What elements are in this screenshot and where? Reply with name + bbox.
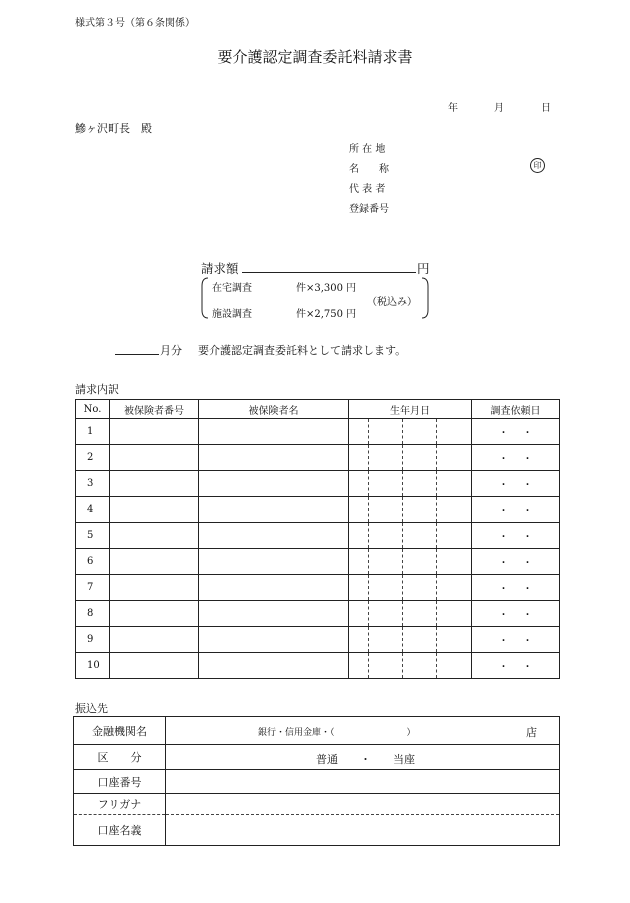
addressee: 鰺ヶ沢町長 殿	[75, 122, 152, 135]
birth-month-cell[interactable]	[403, 471, 437, 497]
request-date-cell[interactable]: ・・	[472, 471, 560, 497]
insured-name-cell[interactable]	[199, 627, 349, 653]
request-date-cell[interactable]: ・・	[472, 575, 560, 601]
row-number: 6	[76, 549, 110, 575]
insured-number-cell[interactable]	[110, 523, 199, 549]
request-date-cell[interactable]: ・・	[472, 601, 560, 627]
account-type-field[interactable]	[166, 745, 560, 770]
birth-year-cell[interactable]	[369, 419, 403, 445]
insured-number-cell[interactable]	[110, 627, 199, 653]
bill-table	[75, 399, 560, 679]
birth-day-cell[interactable]	[437, 653, 472, 679]
table-row	[76, 601, 560, 627]
birth-year-cell[interactable]	[369, 497, 403, 523]
applicant-address-label: 所 在 地	[349, 144, 386, 155]
applicant-representative-label: 代 表 者	[349, 184, 386, 195]
account-holder-label: 口座名義	[74, 815, 166, 846]
bank-label: 金融機関名	[74, 717, 166, 745]
applicant-name-label: 名 称	[349, 164, 389, 175]
table-row	[76, 445, 560, 471]
insured-number-cell[interactable]	[110, 575, 199, 601]
request-date-cell[interactable]: ・・	[472, 549, 560, 575]
seal-mark: 印	[530, 158, 545, 173]
birth-year-cell[interactable]	[369, 549, 403, 575]
birth-day-cell[interactable]	[437, 549, 472, 575]
birth-era-cell[interactable]	[349, 601, 369, 627]
insured-name-cell[interactable]	[199, 445, 349, 471]
statement-text: 要介護認定調査委託料として請求します。	[198, 344, 407, 357]
branch-label: 店	[526, 726, 537, 739]
request-date-cell[interactable]: ・・	[472, 419, 560, 445]
birth-year-cell[interactable]	[369, 445, 403, 471]
account-type-value: 普通 ・ 当座	[316, 753, 415, 766]
birth-era-cell[interactable]	[349, 445, 369, 471]
row-number: 4	[76, 497, 110, 523]
account-number-field[interactable]	[166, 770, 560, 794]
claim-amount-unit: 円	[417, 261, 430, 276]
birth-year-cell[interactable]	[369, 653, 403, 679]
birth-month-cell[interactable]	[403, 419, 437, 445]
date-day: 日	[541, 103, 551, 114]
request-date-cell[interactable]: ・・	[472, 445, 560, 471]
row-number: 1	[76, 419, 110, 445]
birth-era-cell[interactable]	[349, 653, 369, 679]
insured-name-cell[interactable]	[199, 497, 349, 523]
header-insured-number: 被保険者番号	[110, 400, 199, 419]
table-row	[76, 627, 560, 653]
birth-day-cell[interactable]	[437, 575, 472, 601]
birth-month-cell[interactable]	[403, 523, 437, 549]
insured-name-cell[interactable]	[199, 549, 349, 575]
insured-name-cell[interactable]	[199, 419, 349, 445]
transfer-table	[73, 716, 560, 846]
table-row	[76, 497, 560, 523]
request-date-cell[interactable]: ・・	[472, 497, 560, 523]
claim-amount-field[interactable]	[242, 258, 416, 273]
row-number: 9	[76, 627, 110, 653]
form-number: 様式第３号（第６条関係）	[75, 18, 195, 29]
request-date-cell[interactable]: ・・	[472, 627, 560, 653]
header-insured-name: 被保険者名	[199, 400, 349, 419]
bank-field[interactable]	[166, 717, 560, 745]
birth-era-cell[interactable]	[349, 471, 369, 497]
birth-year-cell[interactable]	[369, 601, 403, 627]
birth-month-cell[interactable]	[403, 549, 437, 575]
header-no: No.	[76, 400, 110, 419]
header-birthdate: 生年月日	[349, 400, 472, 419]
birth-era-cell[interactable]	[349, 523, 369, 549]
birth-era-cell[interactable]	[349, 549, 369, 575]
transfer-section-title: 振込先	[75, 702, 108, 715]
birth-year-cell[interactable]	[369, 627, 403, 653]
insured-name-cell[interactable]	[199, 575, 349, 601]
facility-survey-label: 施設調査	[212, 309, 252, 320]
row-number: 7	[76, 575, 110, 601]
birth-month-cell[interactable]	[403, 653, 437, 679]
table-row	[76, 419, 560, 445]
birth-day-cell[interactable]	[437, 523, 472, 549]
facility-survey-rate: 件×2,750 円	[296, 309, 357, 320]
insured-name-cell[interactable]	[199, 471, 349, 497]
applicant-registration-label: 登録番号	[349, 204, 389, 215]
birth-era-cell[interactable]	[349, 497, 369, 523]
table-row	[76, 575, 560, 601]
row-number: 3	[76, 471, 110, 497]
page-title: 要介護認定調査委託料請求書	[217, 48, 413, 66]
birth-day-cell[interactable]	[437, 627, 472, 653]
table-row	[76, 523, 560, 549]
insured-name-cell[interactable]	[199, 523, 349, 549]
date-month: 月	[494, 103, 504, 114]
bank-value: 銀行・信用金庫・（ ）	[258, 728, 416, 738]
row-number: 2	[76, 445, 110, 471]
bill-section-title: 請求内訳	[75, 383, 119, 396]
birth-year-cell[interactable]	[369, 471, 403, 497]
table-row	[76, 549, 560, 575]
row-number: 8	[76, 601, 110, 627]
birth-year-cell[interactable]	[369, 575, 403, 601]
insured-number-cell[interactable]	[110, 549, 199, 575]
request-date-cell[interactable]: ・・	[472, 523, 560, 549]
tax-included: （税込み）	[367, 297, 417, 308]
furigana-label: フリガナ	[74, 794, 166, 815]
account-type-label: 区 分	[74, 745, 166, 770]
insured-number-cell[interactable]	[110, 497, 199, 523]
account-number-label: 口座番号	[74, 770, 166, 794]
request-date-cell[interactable]: ・・	[472, 653, 560, 679]
insured-number-cell[interactable]	[110, 471, 199, 497]
birth-month-cell[interactable]	[403, 601, 437, 627]
birth-day-cell[interactable]	[437, 471, 472, 497]
date-year: 年	[448, 103, 458, 114]
birth-month-cell[interactable]	[403, 497, 437, 523]
birth-era-cell[interactable]	[349, 419, 369, 445]
birth-era-cell[interactable]	[349, 575, 369, 601]
insured-number-cell[interactable]	[110, 419, 199, 445]
account-holder-field[interactable]	[166, 815, 560, 846]
birth-day-cell[interactable]	[437, 445, 472, 471]
insured-name-cell[interactable]	[199, 653, 349, 679]
month-suffix: 月分	[160, 344, 182, 357]
table-row	[76, 653, 560, 679]
month-field[interactable]	[115, 341, 159, 355]
birth-month-cell[interactable]	[403, 445, 437, 471]
birth-month-cell[interactable]	[403, 627, 437, 653]
insured-number-cell[interactable]	[110, 445, 199, 471]
furigana-field[interactable]	[166, 794, 560, 815]
insured-name-cell[interactable]	[199, 601, 349, 627]
header-request-date: 調査依頼日	[472, 400, 560, 419]
home-survey-rate: 件×3,300 円	[296, 283, 357, 294]
birth-year-cell[interactable]	[369, 523, 403, 549]
row-number: 5	[76, 523, 110, 549]
home-survey-label: 在宅調査	[212, 283, 252, 294]
table-row	[76, 471, 560, 497]
birth-era-cell[interactable]	[349, 627, 369, 653]
birth-day-cell[interactable]	[437, 497, 472, 523]
birth-day-cell[interactable]	[437, 601, 472, 627]
birth-month-cell[interactable]	[403, 575, 437, 601]
row-number: 10	[76, 653, 110, 679]
birth-day-cell[interactable]	[437, 419, 472, 445]
insured-number-cell[interactable]	[110, 601, 199, 627]
claim-amount-label: 請求額	[201, 261, 239, 276]
insured-number-cell[interactable]	[110, 653, 199, 679]
